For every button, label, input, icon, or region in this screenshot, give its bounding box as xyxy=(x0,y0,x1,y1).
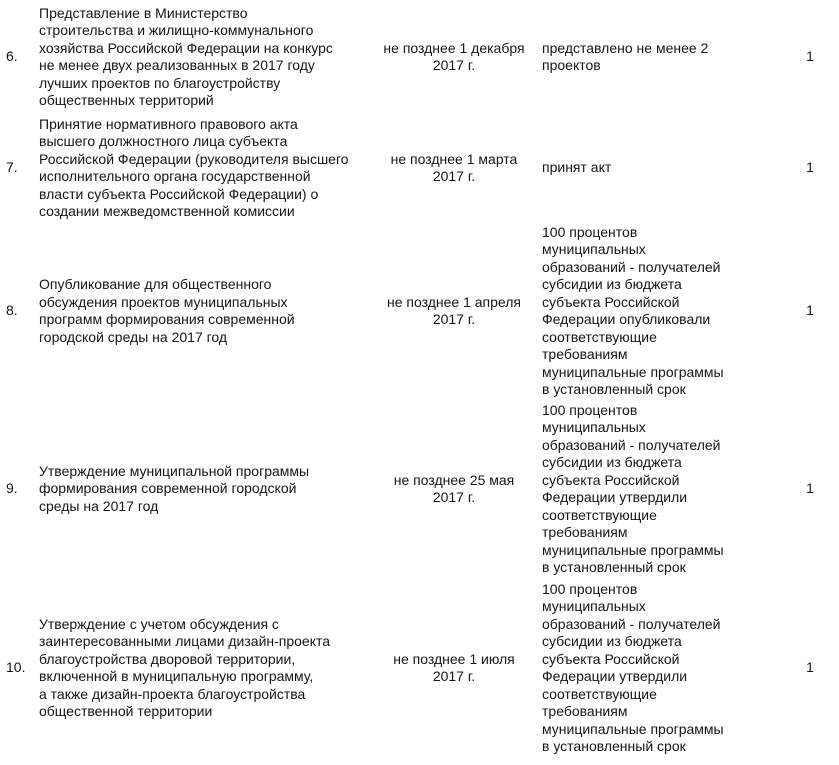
indicator-value xyxy=(798,2,822,112)
deadline xyxy=(372,222,536,400)
indicator-value-text: 1 xyxy=(806,159,814,176)
indicator-value-text: 1 xyxy=(806,480,814,497)
row-number xyxy=(6,578,34,758)
row-number-text: 7. xyxy=(6,159,18,176)
row-number-text: 8. xyxy=(6,302,18,319)
row-number xyxy=(6,400,34,578)
deadline-text: не позднее 25 мая 2017 г. xyxy=(393,471,515,505)
task-description xyxy=(39,114,369,222)
table-row xyxy=(0,2,839,112)
row-number xyxy=(6,114,34,222)
task-description-text: Опубликование для общественного обсуждения проектов муниципальных программ формирования современной городской среды на 2017 год xyxy=(39,276,295,345)
indicator-value-text: 1 xyxy=(806,302,814,319)
table-row xyxy=(0,578,839,758)
deadline-text: не позднее 1 марта 2017 г. xyxy=(390,150,518,184)
deadline-text: не позднее 1 апреля 2017 г. xyxy=(387,293,521,327)
task-description xyxy=(39,400,369,578)
indicator-value xyxy=(798,400,822,578)
task-description xyxy=(39,578,369,758)
table-row xyxy=(0,222,839,400)
indicator-value xyxy=(798,114,822,222)
task-description-text: Представление в Министерство строительства и жилищно-коммунального хозяйства Российской Федерации на конкурс не менее двух реализованных в 2017 году лучших проектов по благоустройству общественных территорий xyxy=(39,4,333,108)
expected-result xyxy=(542,222,752,400)
table-row xyxy=(0,114,839,222)
deadline xyxy=(372,2,536,112)
deadline xyxy=(372,578,536,758)
expected-result-text: 100 процентов муниципальных образований - получателей субсидии из бюджета субъекта Российской Федерации утвердили соответствующие требованиям муниципальные программы в установленный срок xyxy=(542,401,724,575)
expected-result xyxy=(542,578,752,758)
deadline-text: не позднее 1 декабря 2017 г. xyxy=(383,39,525,73)
indicator-value xyxy=(798,578,822,758)
deadline xyxy=(372,114,536,222)
expected-result-text: представлено не менее 2 проектов xyxy=(542,39,709,73)
row-number-text: 10. xyxy=(6,659,26,676)
row-number-text: 6. xyxy=(6,48,18,65)
expected-result-text: 100 процентов муниципальных образований - получателей субсидии из бюджета субъекта Российской Федерации утвердили соответствующие требованиям муниципальные программы в установленный срок xyxy=(542,580,724,754)
expected-result-text: 100 процентов муниципальных образований - получателей субсидии из бюджета субъекта Российской Федерации опубликовали соответствующие требованиям муниципальные программы в установленный срок xyxy=(542,223,724,397)
task-description xyxy=(39,2,369,112)
task-description xyxy=(39,222,369,400)
deadline xyxy=(372,400,536,578)
deadline-text: не позднее 1 июля 2017 г. xyxy=(393,650,515,684)
indicator-value-text: 1 xyxy=(806,659,814,676)
expected-result-text: принят акт xyxy=(542,159,612,176)
expected-result xyxy=(542,2,752,112)
task-description-text: Принятие нормативного правового акта высшего должностного лица субъекта Российской Федерации (руководителя высшего исполнительного органа государственной власти субъекта Российской Федерации) о создании межведомственной комиссии xyxy=(39,115,349,219)
row-number-text: 9. xyxy=(6,480,18,497)
row-number xyxy=(6,222,34,400)
task-description-text: Утверждение муниципальной программы формирования современной городской среды на 2017 год xyxy=(39,462,310,514)
indicator-value-text: 1 xyxy=(806,48,814,65)
row-number xyxy=(6,2,34,112)
table-row xyxy=(0,400,839,578)
expected-result xyxy=(542,114,752,222)
indicator-value xyxy=(798,222,822,400)
expected-result xyxy=(542,400,752,578)
task-description-text: Утверждение с учетом обсуждения с заинтересованными лицами дизайн-проекта благоустройства дворовой территории, включенной в муниципальную программу, а также дизайн-проекта благоустройства общественной территории xyxy=(39,615,331,719)
